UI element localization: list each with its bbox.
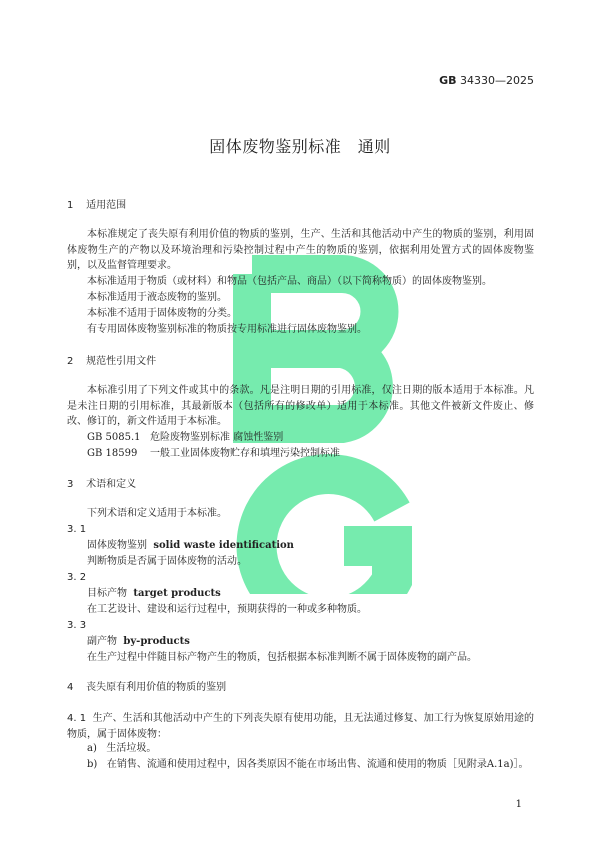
clause-4-1: 4. 1 生产、生活和其他活动中产生的下列丧失原有使用功能，且无法通过修复、加工行为恢复原始用途的物质，属于固体废物：: [67, 713, 535, 740]
term-definition: 在生产过程中伴随目标产物产生的物质，包括根据本标准判断不属于固体废物的副产品。: [87, 652, 477, 663]
watermark-letter-g: [257, 474, 392, 594]
section-1-paragraph-4: 本标准不适用于固体废物的分类。: [87, 308, 237, 319]
section-3-intro: 下列术语和定义适用于本标准。: [87, 508, 227, 519]
term-number: 3. 1: [67, 524, 87, 535]
standard-number: GB 34330—2025: [439, 74, 534, 87]
term-number: 3. 2: [67, 572, 87, 583]
section-1-paragraph-1: 本标准规定了丧失原有利用价值的物质的鉴别，生产、生活和其他活动中产生的物质的鉴别，利用固体废物生产的产物以及环境治理和污染控制过程中产生的物质的鉴别，依据利用处置方式的固体废物鉴别，以及监督管理要求。: [67, 229, 534, 272]
section-2-heading: 2 规范性引用文件: [67, 356, 157, 367]
term-heading: 目标产物 target products: [87, 588, 221, 599]
section-3-heading: 3 术语和定义: [67, 479, 137, 490]
term-definition: 判断物质是否属于固体废物的活动。: [87, 556, 247, 567]
section-1-paragraph-3: 本标准适用于液态废物的鉴别。: [87, 292, 227, 303]
reference-item: GB 5085.1 危险废物鉴别标准 腐蚀性鉴别: [87, 432, 284, 443]
list-item: a) 生活垃圾。: [87, 743, 157, 754]
term-definition: 在工艺设计、建设和运行过程中，预期获得的一种或多种物质。: [87, 604, 367, 615]
section-4-heading: 4 丧失原有利用价值的物质的鉴别: [67, 682, 227, 693]
document-title: 固体废物鉴别标准 通则: [209, 137, 391, 156]
reference-item: GB 18599 一般工业固体废物贮存和填埋污染控制标准: [87, 448, 341, 459]
section-1-paragraph-2: 本标准适用于物质（或材料）和物品（包括产品、商品）（以下简称物质）的固体废物鉴别。: [87, 276, 492, 287]
section-1-paragraph-5: 有专用固体废物鉴别标准的物质按专用标准进行固体废物鉴别。: [87, 324, 367, 335]
term-heading: 固体废物鉴别 solid waste identification: [87, 540, 294, 551]
page-number: 1: [515, 799, 522, 810]
section-1-heading: 1 适用范围: [67, 200, 127, 211]
section-2-paragraph-1: 本标准引用了下列文件或其中的条款。凡是注明日期的引用标准，仅注日期的版本适用于本标准。凡是未注日期的引用标准，其最新版本（包括所有的修改单）适用于本标准。其他文件被新文件废止、修改、修订的，新文件适用于本标准。: [67, 385, 534, 428]
term-number: 3. 3: [67, 620, 87, 631]
term-heading: 副产物 by-products: [87, 636, 190, 647]
list-item: b) 在销售、流通和使用过程中，因各类原因不能在市场出售、流通和使用的物质［见附录A.1a)］。: [87, 759, 529, 770]
